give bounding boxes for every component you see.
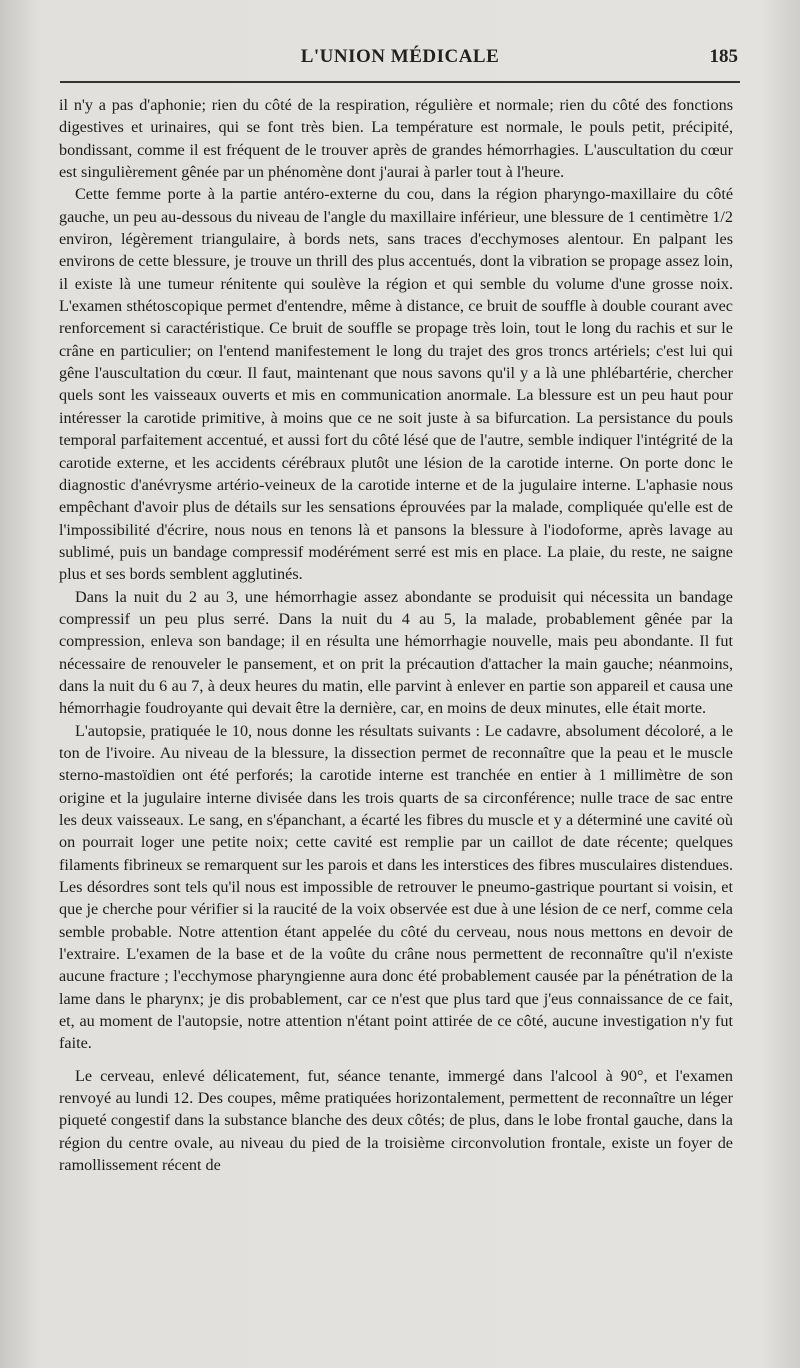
paragraph: Le cerveau, enlevé délicatement, fut, séance tenante, immergé dans l'alcool à 90°, et l'examen renvoyé au lundi 12. Des coupes, même pratiquées horizontalement, permettent de reconnaître un léger piqueté congestif dans la substance blanche des deux côtés; de plus, dans le lobe frontal gauche, dans la région du centre ovale, au niveau du pied de la troisième circonvolution frontale, existe un foyer de ramollissement récent de: [59, 1066, 733, 1175]
header-rule: [60, 81, 740, 83]
running-title: L'UNION MÉDICALE: [300, 46, 500, 67]
page-header: [60, 46, 740, 74]
paragraph: L'autopsie, pratiquée le 10, nous donne les résultats suivants : Le cadavre, absolument décoloré, a le ton de l'ivoire. Au niveau de la blessure, la dissection permet de reconnaître que la peau et le muscle sterno-mastoïdien ont été perforés; la carotide interne est tranchée en entier à 1 millimètre de son origine et la jugulaire interne divisée dans les trois quarts de sa circonférence; nulle trace de sac entre les deux vaisseaux. Le sang, en s'épanchant, a écarté les fibres du muscle et y a déterminé une cavité où on pourrait loger une petite noix; cette cavité est remplie par un caillot de date récente; quelques filaments fibrineux se remarquent sur les parois et dans les interstices des fibres musculaires distendues. Les désordres sont tels qu'il nous est impossible de retrouver le pneumo-gastrique pourtant si voisin, et que je cherche pour vérifier si la raucité de la voix observée est due à une lésion de ce nerf, comme cela semble probable. Notre attention étant appelée du côté du cerveau, nous nous mettons en devoir de l'extraire. L'examen de la base et de la voûte du crâne nous permettent de reconnaître qu'il n'existe aucune fracture ; l'ecchymose pharyngienne aura donc été probablement causée par la pénétration de la lame dans le pharynx; je dis probablement, car ce n'est que plus tard que j'eus connaissance de ce fait, et, au moment de l'autopsie, notre attention n'étant point attirée de ce côté, aucune investigation n'y fut faite.: [59, 721, 733, 1053]
page-number: 185: [709, 46, 738, 67]
paragraph: Dans la nuit du 2 au 3, une hémorrhagie assez abondante se produisit qui nécessita un bandage compressif un peu plus serré. Dans la nuit du 4 au 5, la malade, probablement gênée par la compression, enleva son bandage; il en résulta une hémorrhagie nouvelle, mais peu abondante. Il fut nécessaire de renouveler le pansement, et on prit la précaution d'attacher la main gauche; néanmoins, dans la nuit du 6 au 7, à deux heures du matin, elle parvint à enlever en partie son appareil et causa une hémorrhagie foudroyante qui devait être la dernière, car, en moins de deux minutes, elle était morte.: [59, 587, 733, 718]
paragraph: Cette femme porte à la partie antéro-externe du cou, dans la région pharyngo-maxillaire du côté gauche, un peu au-dessous du niveau de l'angle du maxillaire inférieur, une blessure de 1 centimètre 1/2 environ, légèrement triangulaire, à bords nets, sans traces d'ecchymoses alentour. En palpant les environs de cette blessure, je trouve un thrill des plus accentués, dont la vibration se propage assez loin, il existe là une tumeur rénitente qui soulève la région et qui semble du volume d'une grosse noix. L'examen sthétoscopique permet d'entendre, même à distance, ce bruit de souffle à double courant avec renforcement si caractéristique. Ce bruit de souffle se propage très loin, tout le long du rachis et sur le crâne en particulier; on l'entend manifestement le long du trajet des gros troncs artériels; c'est lui qui gêne l'auscultation du cœur. Il faut, maintenant que nous savons qu'il y a là une phlébartérie, chercher quels sont les vaisseaux ouverts et mis en communication anormale. La blessure est un peu haut pour intéresser la carotide primitive, à moins que ce ne soit juste à sa bifurcation. La persistance du pouls temporal parfaitement accentué, et aussi fort du côté lésé que de l'autre, semble indiquer l'intégrité de la carotide externe, et les accidents cérébraux plutôt une lésion de la carotide interne. On porte donc le diagnostic d'anévrysme artério-veineux de la carotide interne et de la jugulaire interne. L'aphasie nous empêchant d'avoir plus de détails sur les sensations éprouvées par la malade, compliquée qu'elle est de l'impossibilité d'écrire, nous nous en tenons là et pansons la blessure à l'iodoforme, après lavage au sublimé, puis un bandage compressif modérément serré est mis en place. La plaie, du reste, ne saigne plus et ses bords semblent agglutinés.: [59, 185, 733, 584]
paragraph: il n'y a pas d'aphonie; rien du côté de la respiration, régulière et normale; rien du côté des fonctions digestives et urinaires, qui se font très bien. La température est normale, le pouls petit, précipité, bondissant, comme il est fréquent de le trouver après de grandes hémorrhagies. L'auscultation du cœur est singulièrement gênée par un phénomène dont j'aurai à parler tout à l'heure.: [59, 96, 733, 182]
body-text: [59, 94, 733, 1177]
